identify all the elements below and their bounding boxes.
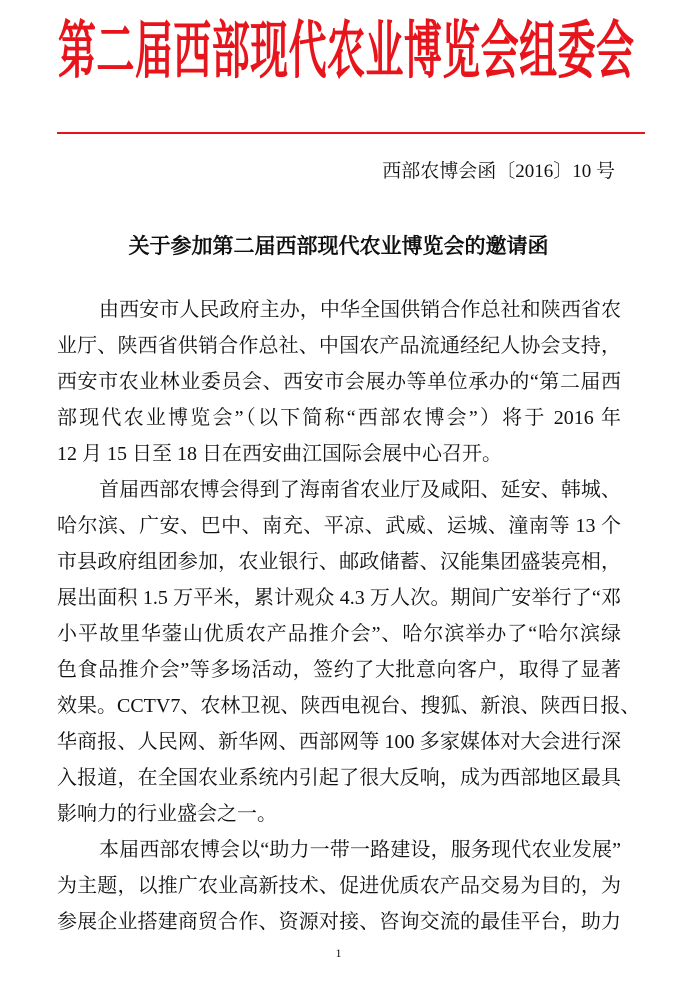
- paragraph: [57, 472, 641, 832]
- page-number: 1: [335, 946, 342, 960]
- document-body: [57, 292, 641, 940]
- paragraph-line: 小平故里华蓥山优质农产品推介会”、哈尔滨举办了“哈尔滨绿: [57, 623, 621, 645]
- paragraph: [57, 292, 621, 472]
- paragraph-line: 由西安市人民政府主办，中华全国供销合作总社和陕西省农: [99, 299, 621, 321]
- paragraph-line: 入报道，在全国农业系统内引起了很大反响，成为西部地区最具: [57, 767, 621, 789]
- paragraph-line: 业厅、陕西省供销合作总社、中国农产品流通经纪人协会支持，: [57, 335, 621, 357]
- paragraph-line: 哈尔滨、广安、巴中、南充、平凉、武威、运城、潼南等 13 个: [57, 515, 621, 537]
- paragraph-line: 12 月 15 日至 18 日在西安曲江国际会展中心召开。: [57, 443, 502, 465]
- paragraph-line: 市县政府组团参加，农业银行、邮政储蓄、汉能集团盛装亮相，: [57, 551, 621, 573]
- paragraph: [57, 832, 621, 940]
- masthead: [58, 14, 634, 104]
- paragraph-line: 展出面积 1.5 万平米，累计观众 4.3 万人次。期间广安举行了“邓: [57, 587, 621, 609]
- paragraph-line: 参展企业搭建商贸合作、资源对接、咨询交流的最佳平台，助力: [57, 911, 621, 933]
- paragraph-line: 为主题，以推广农业高新技术、促进优质农产品交易为目的，为: [57, 875, 621, 897]
- paragraph-line: 影响力的行业盛会之一。: [57, 803, 277, 825]
- paragraph-line: 效果。CCTV7、农林卫视、陕西电视台、搜狐、新浪、陕西日报、: [57, 695, 641, 717]
- paragraph-line: 西安市农业林业委员会、西安市会展办等单位承办的“第二届西: [57, 371, 621, 393]
- paragraph-line: 色食品推介会”等多场活动，签约了大批意向客户，取得了显著: [57, 659, 621, 681]
- document-title: 关于参加第二届西部现代农业博览会的邀请函: [128, 234, 549, 258]
- paragraph-line: 本届西部农博会以“助力一带一路建设，服务现代农业发展”: [99, 839, 621, 861]
- paragraph-line: 首届西部农博会得到了海南省农业厅及咸阳、延安、韩城、: [99, 479, 621, 501]
- paragraph-line: 部现代农业博览会”（以下简称“西部农博会”）将于 2016 年: [57, 407, 621, 429]
- document-number: 西部农博会函〔2016〕10 号: [382, 161, 615, 182]
- paragraph-line: 华商报、人民网、新华网、西部网等 100 多家媒体对大会进行深: [57, 731, 621, 753]
- masthead-text: 第二届西部现代农业博览会组委会: [58, 17, 634, 87]
- red-divider: [57, 132, 645, 134]
